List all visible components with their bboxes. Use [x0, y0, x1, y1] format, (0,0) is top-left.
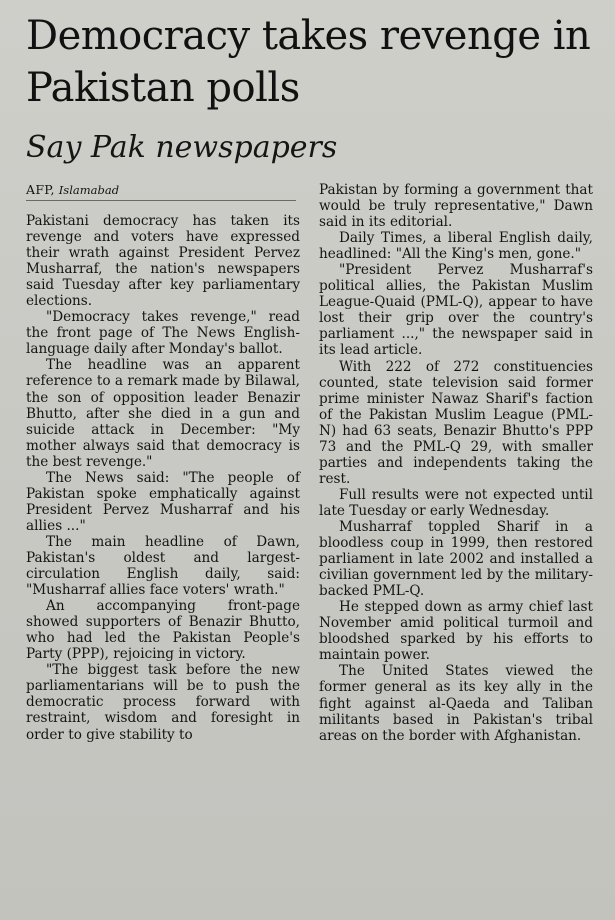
paragraph: The main headline of Dawn, Pakistan's oldest and largest-circulation English daily, said: "Musharraf allies face voters' wrath." — [26, 533, 300, 599]
paragraph: "President Pervez Musharraf's political allies, the Pakistan Muslim League-Quaid (PML-Q), appear to have lost their grip over the country's parliament ...," the newspaper said in its lead article. — [319, 262, 593, 359]
paragraph: The United States viewed the former general as its key ally in the fight against al-Qaeda and Taliban militants based in Pakistan's tribal areas on the border with Afghanistan. — [319, 663, 593, 744]
paragraph: "The biggest task before the new parliamentarians will be to push the democratic process forward with restraint, wisdom and foresight in order to give stability to — [26, 662, 300, 743]
paragraph: "Democracy takes revenge," read the front page of The News English-language daily after Monday's ballot. — [26, 309, 300, 358]
paragraph: The headline was an apparent reference to a remark made by Bilawal, the son of opposition leader Benazir Bhutto, after she died in a gun and suicide attack in December: "My mother always said that democracy is the best revenge." — [26, 357, 300, 470]
byline — [26, 182, 296, 201]
byline-location: Islamabad — [58, 183, 120, 197]
byline-agency: AFP, — [26, 182, 55, 197]
paragraph: Pakistan by forming a government that would be truly representative," Dawn said in its editorial. — [319, 182, 593, 231]
paragraph: Pakistani democracy has taken its revenge and voters have expressed their wrath against President Pervez Musharraf, the nation's newspapers said Tuesday after key parliamentary elections. — [26, 213, 300, 310]
paragraph: Daily Times, a liberal English daily, headlined: "All the King's men, gone." — [319, 230, 593, 263]
paragraph: Full results were not expected until late Tuesday or early Wednesday. — [319, 486, 593, 519]
headline: Democracy takes revenge in Pakistan polls — [26, 13, 591, 111]
paragraph: With 222 of 272 constituencies counted, state television said former prime minister Nawaz Sharif's faction of the Pakistan Muslim League (PML-N) had 63 seats, Benazir Bhutto's PPP 73 and the PML-Q 29, with smaller parties and independents taking the rest. — [319, 358, 593, 487]
subheadline: Say Pak newspapers — [26, 130, 338, 165]
paragraph: He stepped down as army chief last November amid political turmoil and bloodshed sparked by his efforts to maintain power. — [319, 599, 593, 664]
paragraph: Musharraf toppled Sharif in a bloodless coup in 1999, then restored parliament in late 2002 and installed a civilian government led by the military-backed PML-Q. — [319, 518, 593, 600]
paragraph: An accompanying front-page showed supporters of Benazir Bhutto, who had led the Pakistan People's Party (PPP), rejoicing in victory. — [26, 598, 300, 663]
left-column — [26, 182, 300, 743]
right-column — [319, 182, 593, 744]
paragraph: The News said: "The people of Pakistan spoke emphatically against President Pervez Musharraf and his allies ..." — [26, 469, 300, 534]
